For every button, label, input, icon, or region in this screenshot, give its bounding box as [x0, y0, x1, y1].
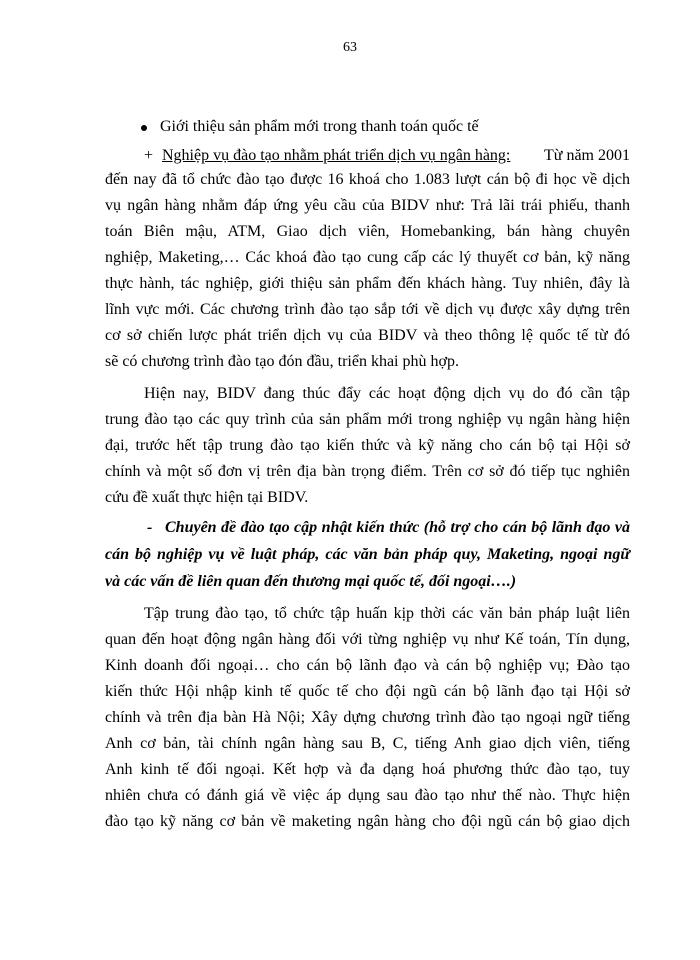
paragraph-focus-line: chính và trên địa bàn Hà Nội; Xây dựng chương trình đào tạo ngoại ngữ tiếng — [105, 709, 630, 726]
paragraph-focus-line: Kinh doanh đối ngoại… cho cán bộ lãnh đạo và cán bộ nghiệp vụ; Đào tạo — [105, 657, 630, 674]
training-heading-line — [162, 146, 630, 166]
page-number: 63 — [343, 40, 357, 55]
paragraph-current-line: đại, trước hết tập trung đào tạo kiến thức và kỹ năng cho cán bộ tại Hội sở — [105, 437, 630, 454]
update-heading-line: Chuyên đề đào tạo cập nhật kiến thức (hỗ trợ cho cán bộ lãnh đạo và — [165, 519, 630, 536]
training-heading: Nghiệp vụ đào tạo nhằm phát triển dịch vụ ngân hàng: — [162, 147, 511, 164]
paragraph-current-line: Hiện nay, BIDV đang thúc đẩy các hoạt động dịch vụ do đó cần tập — [144, 385, 630, 402]
paragraph-focus-line: Anh cơ bản, tài chính ngân hàng sau B, C, tiếng Anh giao dịch viên, tiếng — [105, 735, 630, 752]
training-line: vụ ngân hàng nhằm đáp ứng yêu cầu của BIDV như: Trả lãi trái phiếu, thanh — [105, 197, 630, 214]
paragraph-focus-line: Tập trung đào tạo, tổ chức tập huấn kịp thời các văn bản pháp luật liên — [144, 605, 630, 622]
paragraph-focus-line: nhiên chưa có đánh giá về việc áp dụng sau đào tạo như thế nào. Thực hiện — [105, 787, 630, 804]
training-line: đến nay đã tổ chức đào tạo được 16 khoá cho 1.083 lượt cán bộ đi học về dịch — [105, 171, 630, 188]
training-line: lĩnh vực mới. Các chương trình đào tạo sắp tới về dịch vụ được xây dựng trên — [105, 301, 630, 318]
paragraph-focus-line: Anh kinh tế đối ngoại. Kết hợp và đa dạng hoá phương thức đào tạo, tuy — [105, 761, 630, 778]
paragraph-current-line: trung đào tạo các quy trình của sản phẩm mới trong nghiệp vụ ngân hàng hiện — [105, 411, 630, 428]
paragraph-focus-line: đào tạo kỹ năng cơ bản về maketing ngân hàng cho đội ngũ cán bộ giao dịch — [105, 813, 630, 830]
bullet-dot-icon — [141, 125, 147, 131]
paragraph-focus-line: kiến thức Hội nhập kinh tế quốc tế cho đội ngũ cán bộ lãnh đạo tại Hội sở — [105, 683, 630, 700]
training-line: nghiệp, Maketing,… Các khoá đào tạo cung cấp các lý thuyết cơ bản, kỹ năng — [105, 249, 630, 266]
training-line: thực hành, tác nghiệp, giới thiệu sản phẩm đến khách hàng. Tuy nhiên, đây là — [105, 275, 630, 292]
training-line: sẽ có chương trình đào tạo đón đầu, triển khai phù hợp. — [105, 353, 459, 370]
paragraph-focus-line: quan đến hoạt động ngân hàng đối với từng nghiệp vụ như Kế toán, Tín dụng, — [105, 631, 630, 648]
dash-marker: - — [147, 519, 153, 536]
paragraph-current-line: cứu đề xuất thực hiện tại BIDV. — [105, 489, 309, 506]
plus-marker: + — [144, 147, 154, 164]
update-heading-line: và các vấn đề liên quan đến thương mại quốc tế, đối ngoại….) — [105, 573, 517, 590]
paragraph-current-line: chính và một số đơn vị trên địa bàn trọng điểm. Trên cơ sở đó tiếp tục nghiên — [105, 463, 630, 480]
update-heading-line: cán bộ nghiệp vụ về luật pháp, các văn bản pháp quy, Maketing, ngoại ngữ — [105, 546, 630, 563]
training-line: toán Biên mậu, ATM, Giao dịch viên, Homebanking, bán hàng chuyên — [105, 223, 630, 240]
bullet-item: Giới thiệu sản phẩm mới trong thanh toán quốc tế — [160, 118, 479, 135]
training-line: Từ năm 2001 — [544, 147, 630, 164]
training-line: cơ sở chiến lược phát triển dịch vụ của BIDV và theo thông lệ quốc tế từ đó — [105, 327, 630, 344]
